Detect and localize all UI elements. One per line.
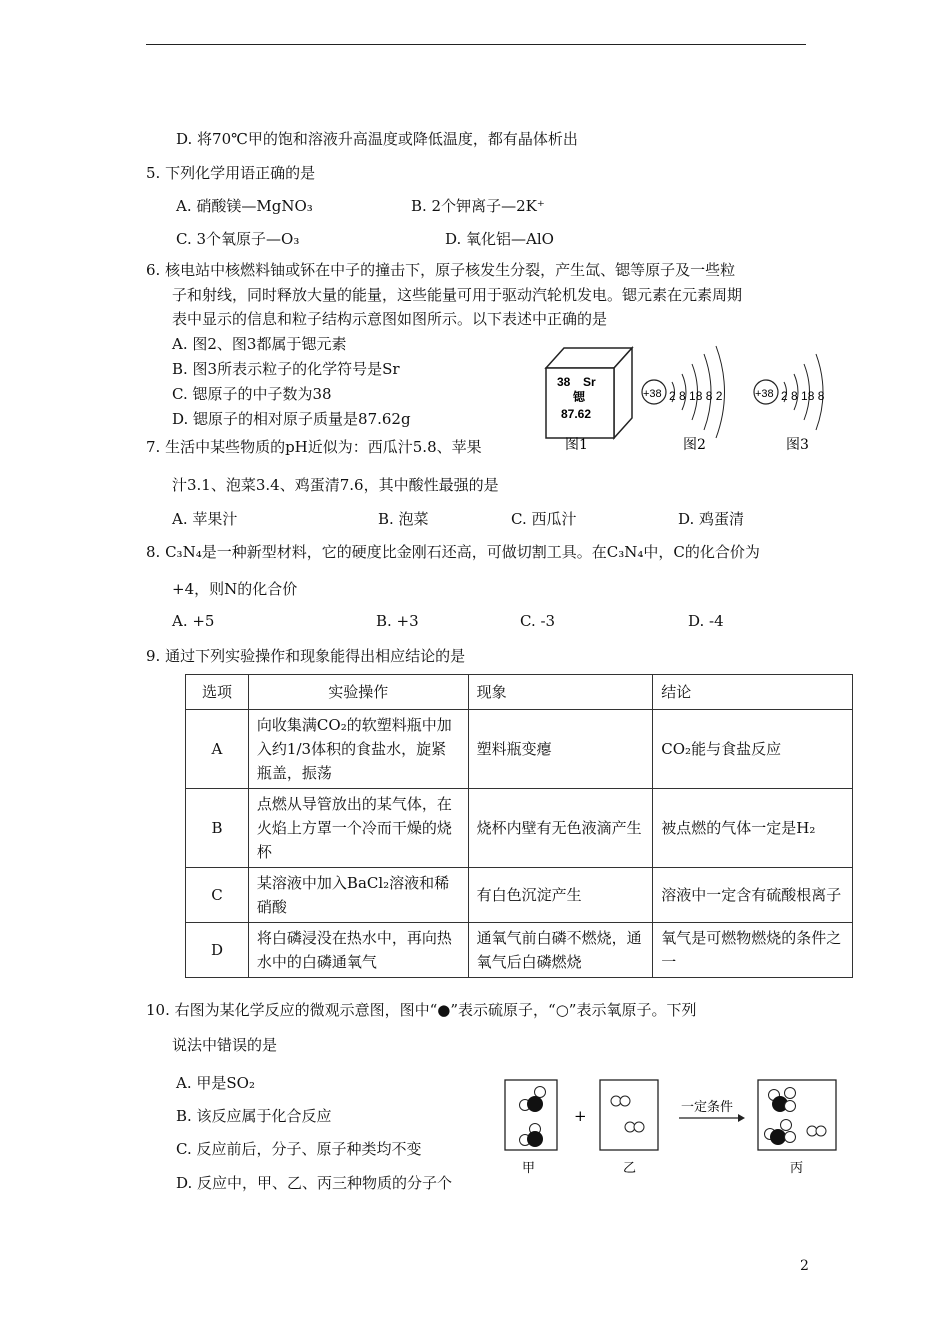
cell-conclusion: 被点燃的气体一定是H₂ (653, 789, 853, 868)
cell-phenomenon: 塑料瓶变瘪 (468, 710, 653, 789)
cell-phenomenon: 有白色沉淀产生 (468, 868, 653, 923)
q6-line3: 表中显示的信息和粒子结构示意图如图所示。以下表述中正确的是 (172, 310, 608, 328)
cell-operation: 某溶液中加入BaCl₂溶液和稀硝酸 (248, 868, 468, 923)
q6-option-c: C. 锶原子的中子数为38 (172, 385, 332, 403)
q8-option-a: A. +5 (172, 612, 215, 630)
cell-option: D (186, 923, 249, 978)
q8-option-d: D. -4 (688, 612, 724, 630)
q9-stem: 9. 通过下列实验操作和现象能得出相应结论的是 (146, 647, 466, 665)
cell-conclusion: 溶液中一定含有硫酸根离子 (653, 868, 853, 923)
table-row (186, 868, 853, 923)
element-card (546, 348, 632, 438)
q7-option-b: B. 泡菜 (378, 510, 429, 528)
q6-line2: 子和射线，同时释放大量的能量，这些能量可用于驱动汽轮机发电。锶元素在元素周期 (172, 286, 743, 304)
q6-option-b: B. 图3所表示粒子的化学符号是Sr (172, 360, 400, 378)
label-yi: 乙 (623, 1161, 637, 1176)
q4-option-d: D. 将70℃甲的饱和溶液升高温度或降低温度，都有晶体析出 (176, 130, 578, 148)
card-mass: 87.62 (561, 407, 592, 421)
q6-option-d: D. 锶原子的相对原子质量是87.62g (172, 410, 411, 428)
q8-option-c: C. -3 (520, 612, 556, 630)
q6-line1: 6. 核电站中核燃料铀或钚在中子的撞击下，原子核发生分裂，产生氙、锶等原子及一些粒 (146, 261, 736, 279)
header-phenomenon: 现象 (468, 675, 653, 710)
cell-operation: 点燃从导管放出的某气体，在火焰上方罩一个冷而干燥的烧杯 (248, 789, 468, 868)
cell-conclusion: 氧气是可燃物燃烧的条件之一 (653, 923, 853, 978)
q8-option-b: B. +3 (376, 612, 419, 630)
cell-phenomenon: 烧杯内壁有无色液滴产生 (468, 789, 653, 868)
q8-line1: 8. C₃N₄是一种新型材料，它的硬度比金刚石还高，可做切割工具。在C₃N₄中，C的化合价为 (146, 543, 760, 561)
q5-stem: 5. 下列化学用语正确的是 (146, 164, 316, 182)
q10-line1: 10. 右图为某化学反应的微观示意图，图中“●”表示硫原子，“○”表示氧原子。下列 (146, 1001, 697, 1019)
q6-option-a: A. 图2、图3都属于锶元素 (172, 335, 347, 353)
fig3-ion-diagram (754, 354, 825, 430)
q10-option-a: A. 甲是SO₂ (176, 1074, 255, 1092)
q7-option-a: A. 苹果汁 (172, 510, 238, 528)
q5-option-b: B. 2个钾离子—2K⁺ (411, 197, 545, 215)
fig2-nucleus: +38 (643, 388, 662, 400)
cell-option: A (186, 710, 249, 789)
q5-option-a: A. 硝酸镁—MgNO₃ (176, 197, 313, 215)
reaction-arrow (679, 1114, 745, 1122)
cell-conclusion: CO₂能与食盐反应 (653, 710, 853, 789)
label-bing: 丙 (790, 1161, 804, 1176)
q10-option-c: C. 反应前后，分子、原子种类均不变 (176, 1140, 422, 1158)
q7-line1: 7. 生活中某些物质的pH近似为：西瓜汁5.8、苹果 (146, 438, 482, 456)
q7-option-d: D. 鸡蛋清 (678, 510, 745, 528)
cell-operation: 将白磷浸没在热水中，再向热水中的白磷通氧气 (248, 923, 468, 978)
fig2-label: 图2 (683, 437, 706, 453)
header-operation: 实验操作 (248, 675, 468, 710)
table-row (186, 710, 853, 789)
q5-option-c: C. 3个氧原子—O₃ (176, 230, 300, 248)
fig1-label: 图1 (565, 437, 588, 453)
table-row (186, 923, 853, 978)
fig2-atom-diagram (642, 346, 725, 438)
fig3-label: 图3 (786, 437, 809, 453)
q7-line2: 汁3.1、泡菜3.4、鸡蛋清7.6，其中酸性最强的是 (172, 476, 499, 494)
q5-option-d: D. 氧化铝—AlO (445, 230, 554, 248)
header-conclusion: 结论 (653, 675, 853, 710)
box-jia (505, 1080, 557, 1150)
box-yi (600, 1080, 658, 1150)
cell-phenomenon: 通氧气前白磷不燃烧，通氧气后白磷燃烧 (468, 923, 653, 978)
q7-option-c: C. 西瓜汁 (511, 510, 577, 528)
reaction-diagram (500, 1075, 870, 1185)
q8-line2: +4，则N的化合价 (172, 580, 298, 598)
q10-line2: 说法中错误的是 (172, 1036, 278, 1054)
cell-operation: 向收集满CO₂的软塑料瓶中加入约1/3体积的食盐水，旋紧瓶盖，振荡 (248, 710, 468, 789)
q10-option-b: B. 该反应属于化合反应 (176, 1107, 332, 1125)
cell-option: B (186, 789, 249, 868)
card-number: 38 (557, 375, 571, 389)
label-jia: 甲 (522, 1161, 536, 1176)
cell-option: C (186, 868, 249, 923)
fig3-nucleus: +38 (755, 388, 774, 400)
header-option: 选项 (186, 675, 249, 710)
card-name: 锶 (573, 390, 586, 404)
table-row (186, 789, 853, 868)
table-header-row (186, 675, 853, 710)
page-number: 2 (800, 1258, 809, 1274)
strontium-figure (540, 340, 840, 460)
plus-sign: + (574, 1107, 587, 1125)
fig2-electrons: 2 8 18 8 2 (669, 389, 723, 403)
experiment-table (185, 674, 853, 978)
card-symbol: Sr (583, 375, 596, 389)
box-bing (758, 1080, 836, 1150)
header-rule (146, 44, 806, 45)
fig3-electrons: 2 8 18 8 (781, 389, 825, 403)
reaction-condition: 一定条件 (681, 1100, 734, 1115)
q10-option-d: D. 反应中，甲、乙、丙三种物质的分子个 (176, 1174, 453, 1192)
